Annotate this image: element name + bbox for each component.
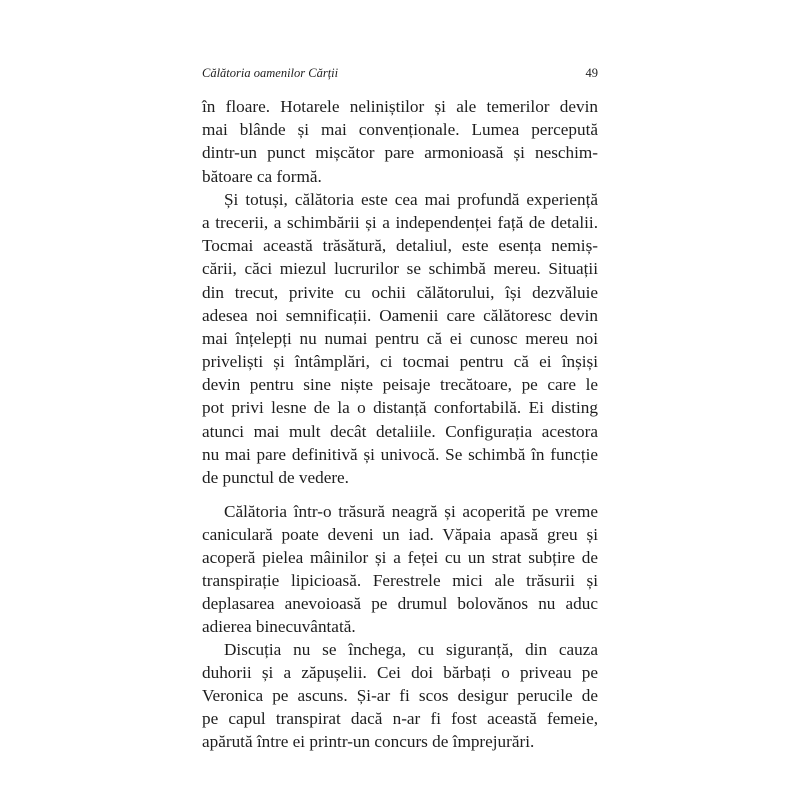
text-line: a trecerii, a schimbării și a independenței față de detalii.: [202, 212, 598, 232]
text-line: Și totuși, călătoria este cea mai profundă experiență: [224, 189, 598, 209]
text-line: adesea noi semnificații. Oamenii care călătoresc devin: [202, 305, 598, 325]
running-title: Călătoria oamenilor Cărții: [202, 66, 339, 80]
text-line: din trecut, privite cu ochii călătorului, își dezvăluie: [202, 282, 598, 302]
text-block-1: [202, 95, 598, 489]
text-line: devin pentru sine niște peisaje trecătoare, pe care le: [202, 375, 598, 395]
text-line: Discuția nu se închega, cu siguranță, din cauza: [224, 640, 598, 659]
running-header: [202, 66, 598, 81]
text-line: duhorii și a zăpușelii. Cei doi bărbați o priveau pe: [202, 663, 598, 682]
text-line: Tocmai această trăsătură, detaliul, este esența nemiș-: [202, 236, 598, 256]
text-line: bătoare ca formă.: [202, 166, 322, 186]
text-line: adierea binecuvântată.: [202, 617, 356, 636]
text-line: nu mai pare definitivă și univocă. Se schimbă în funcție: [202, 444, 598, 464]
text-line: pot privi lesne de la o distanță confortabilă. Ei disting: [202, 398, 598, 418]
text-line: în floare. Hotarele neliniștilor și ale temerilor devin: [202, 97, 598, 116]
text-line: transpirație lipicioasă. Ferestrele mici ale trăsurii și: [202, 571, 598, 590]
text-line: dintr-un punct mișcător pare armonioasă și neschim-: [202, 143, 598, 163]
text-line: Veronica pe ascuns. Și-ar fi scos desigur perucile de: [202, 686, 598, 705]
text-line: mai blânde și mai convenționale. Lumea percepută: [202, 120, 598, 140]
text-line: deplasarea anevoioasă pe drumul bolovănos nu aduc: [202, 594, 598, 613]
text-line: de punctul de vedere.: [202, 468, 349, 487]
text-line: cării, căci miezul lucrurilor se schimbă mereu. Situații: [202, 259, 598, 279]
page-number: 49: [585, 66, 598, 80]
text-line: acoperă pielea mâinilor și a feței cu un strat subțire de: [202, 548, 598, 567]
text-line: apărută între ei printr-un concurs de împrejurări.: [202, 732, 535, 751]
text-line: Călătoria într-o trăsură neagră și acoperită pe vreme: [224, 502, 598, 521]
text-block-2: [202, 500, 598, 753]
text-line: pe capul transpirat dacă n-ar fi fost această femeie,: [202, 709, 598, 728]
text-line: priveliști și întâmplări, ci tocmai pentru că ei înșiși: [202, 352, 598, 372]
text-line: caniculară poate deveni un iad. Văpaia apasă greu și: [202, 525, 598, 544]
text-line: atunci mai mult decât detaliile. Configurația acestora: [202, 421, 598, 441]
text-line: mai înțelepți nu numai pentru că ei cunosc mereu noi: [202, 328, 598, 348]
